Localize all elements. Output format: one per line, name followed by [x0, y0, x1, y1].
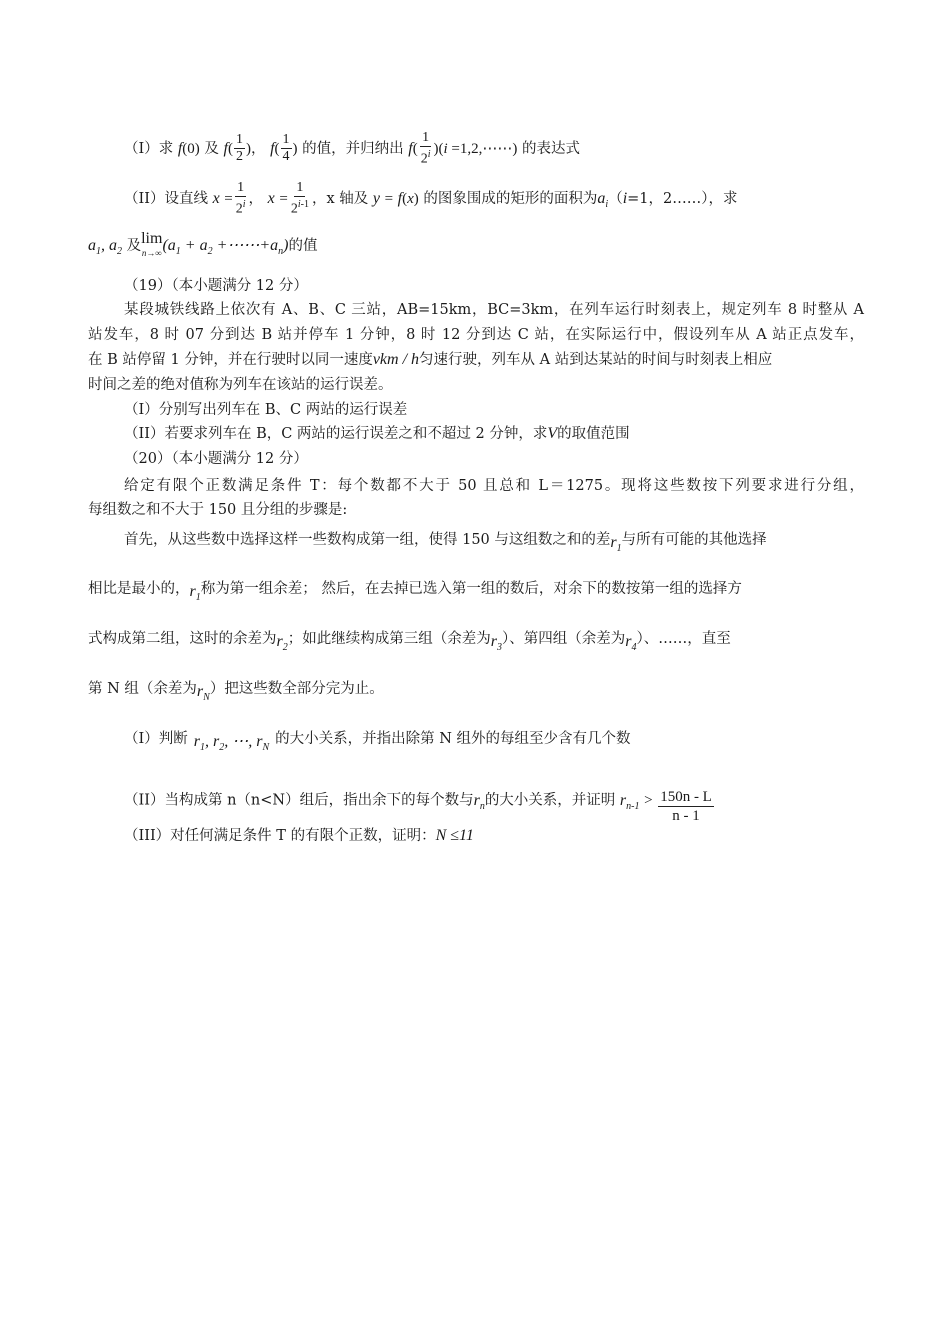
q20-text-5b: ；如此继续构成第三组（余差为 [287, 631, 491, 648]
formula-lim: lim n→∞ [141, 230, 163, 258]
q18-part1-text-c: ， [250, 140, 266, 157]
q20-text-6b: ）把这些数全部分完为止。 [209, 681, 384, 698]
q18-part1-line: （I）求 f(0) 及 f( $\frac{1}{2}$ )， f( $\frac{1}{4}$ ) 的值，并归纳出 f( $\frac{1}{2^i}$ )(i =1,2,⋯⋯) 的表达式 [124, 130, 580, 167]
q18-part1-text-a: （I）求 [124, 140, 174, 157]
q19-header: （19）（本小题满分 12 分） [124, 278, 308, 294]
formula-r1-rN: $r_1$, $r_2$, ⋯, $r_N$ [193, 733, 270, 754]
formula-N-le-11: N ≤11 [435, 827, 474, 844]
formula-r1-b: $r_1$ [189, 583, 201, 604]
formula-r4: $r_4$ [625, 633, 637, 654]
q20-paragraph-line5 [88, 626, 864, 652]
q19-text-3b: 匀速行驶，列车从 A 站到达某站的时间与时刻表上相应 [419, 352, 773, 368]
q20-item-3 [124, 826, 864, 846]
formula-y-eq-fx: y [372, 189, 380, 207]
frac-1-2: $\frac{1}{2}$ [235, 132, 243, 165]
q20-text-4b: 称为第一组余差； 然后，在去掉已选入第一组的数后，对余下的数按第一组的选择方 [200, 581, 742, 598]
formula-a1-a2: $a_1$, $a_2$ [88, 237, 122, 258]
frac-denominator: n - 1 [672, 808, 700, 824]
frac-1-2i-1: $\frac{1}{2^{i-1}}$ [290, 180, 309, 217]
q20-paragraph-line3 [124, 527, 864, 553]
q18-part2-line: （II）设直线 x = $\frac{1}{2^i}$ ， x = $\frac{1}{2^{i-1}}$ ，x 轴及 y = f(x) 的图象围成的矩形的面积为$a_i(i=1$，2……），求 [124, 180, 738, 217]
q19-item2-text-b: 的取值范围 [557, 426, 630, 442]
q19-item-1: （I）分别写出列车在 B、C 两站的运行误差 [124, 402, 408, 418]
q18-part2-line2: $a_1$, $a_2$ 及 lim n→∞ ($a_1 + a_2$ $+\cdots\cdots+a_n$)的值 [88, 230, 318, 258]
q19-item-2 [124, 424, 864, 444]
formula-rN: $r_N$ [196, 683, 210, 704]
q20-paragraph-line1: 给定有限个正数满足条件 T：每个数都不大于 50 且总和 L＝1275。现将这些数按下列要求进行分组， [124, 478, 864, 494]
q19-paragraph-line2: 站发车，8 时 07 分到达 B 站并停车 1 分钟，8 时 12 分到达 C 站，在实际运行中，假设列车从 A 站正点发车， [88, 327, 864, 343]
frac-150n-L [658, 788, 714, 825]
q18-part1-text-b: 及 [204, 140, 219, 157]
q20-text-3b: 与所有可能的其他选择 [621, 532, 767, 549]
frac-1-2i: $\frac{1}{2^i}$ [420, 130, 431, 167]
formula-r1: $r_1$ [610, 534, 622, 555]
formula-f0: f [177, 139, 183, 157]
q18-part2-text-b: ， [248, 190, 264, 207]
q20-text-5d: ）、……，直至 [636, 631, 731, 648]
frac-1-2i-b: $\frac{1}{2^i}$ [235, 180, 246, 217]
q19-text-3a: 在 B 站停留 1 分钟，并在行驶时以同一速度 [88, 352, 373, 368]
q20-text-5c: ）、第四组（余差为 [501, 631, 626, 648]
q20-item-2: （II）当构成第 n（n<N）组后，指出余下的每个数与$r_n$的大小关系，并证明 $r_{n-1}$ > $\frac{150n - L}{n - 1}$ [124, 789, 712, 824]
q20-text-5a: 式构成第二组，这时的余差为 [88, 631, 277, 648]
q18-part2-text-e: （ [608, 190, 623, 207]
q20-item1-text-a: （I）判断 [124, 731, 188, 748]
q20-text-3a: 首先，从这些数中选择这样一些数构成第一组，使得 150 与这组数之和的差 [124, 532, 611, 549]
q20-item-1 [124, 726, 864, 752]
q18-part2-text-f: =1，2……），求 [627, 190, 738, 207]
formula-x-eq-1: x [212, 189, 220, 207]
q19-paragraph-line3 [88, 350, 864, 370]
formula-f-half: f [223, 139, 228, 157]
q18-part2-text-h: 的值 [288, 238, 318, 254]
q18-part2-text-a: （II）设直线 [124, 190, 208, 207]
q20-item2-text-a: （II）当构成第 n（n<N）组后，指出余下的每个数与 [124, 792, 474, 809]
q18-part1-text-e: 的表达式 [521, 140, 580, 157]
q20-item3-text-a: （III）对任何满足条件 T 的有限个正数，证明： [124, 828, 436, 844]
formula-ai: $a_i$ [597, 189, 609, 211]
q18-part2-text-g: 及 [126, 238, 142, 254]
frac-numerator: 150n - L [660, 789, 712, 805]
q20-paragraph-line2: 每组数之和不大于 150 且分组的步骤是: [88, 502, 348, 518]
formula-f-quarter: f [270, 139, 275, 157]
formula-rn: $r_n$ [473, 791, 485, 812]
formula-r2: $r_2$ [276, 633, 288, 654]
q19-item2-text-a: （II）若要求列车在 B，C 两站的运行误差之和不超过 2 分钟，求 [124, 426, 548, 442]
q18-part1-text-d: 的值，并归纳出 [302, 140, 404, 157]
formula-r3: $r_3$ [490, 633, 502, 654]
q19-paragraph-line1: 某段城铁线路上依次有 A、B、C 三站，AB=15km，BC=3km，在列车运行时刻表上，规定列车 8 时整从 A [124, 302, 864, 318]
formula-f-general: f [408, 139, 413, 157]
q20-header: （20）（本小题满分 12 分） [124, 451, 308, 467]
formula-v: V [547, 425, 558, 442]
q20-text-4a: 相比是最小的， [88, 581, 190, 598]
q20-paragraph-line6 [88, 676, 864, 702]
frac-1-4: $\frac{1}{4}$ [282, 132, 290, 165]
q20-paragraph-line4 [88, 576, 864, 602]
q18-part2-text-d: 的图象围成的矩形的面积为 [423, 190, 598, 207]
q19-paragraph-line4: 时间之差的绝对值称为列车在该站的运行误差。 [88, 377, 393, 393]
formula-rn-1: $r_{n-1}$ [619, 791, 640, 812]
formula-v-kmh: vkm / h [372, 351, 420, 368]
q18-part2-text-c: ，x 轴及 [311, 190, 369, 207]
q20-item2-text-b: 的大小关系，并证明 [484, 792, 616, 809]
q20-text-6a: 第 N 组（余差为 [88, 681, 197, 698]
q20-item1-text-b: 的大小关系，并指出除第 N 组外的每组至少含有几个数 [275, 731, 631, 748]
formula-x-eq-2: x [267, 189, 275, 207]
